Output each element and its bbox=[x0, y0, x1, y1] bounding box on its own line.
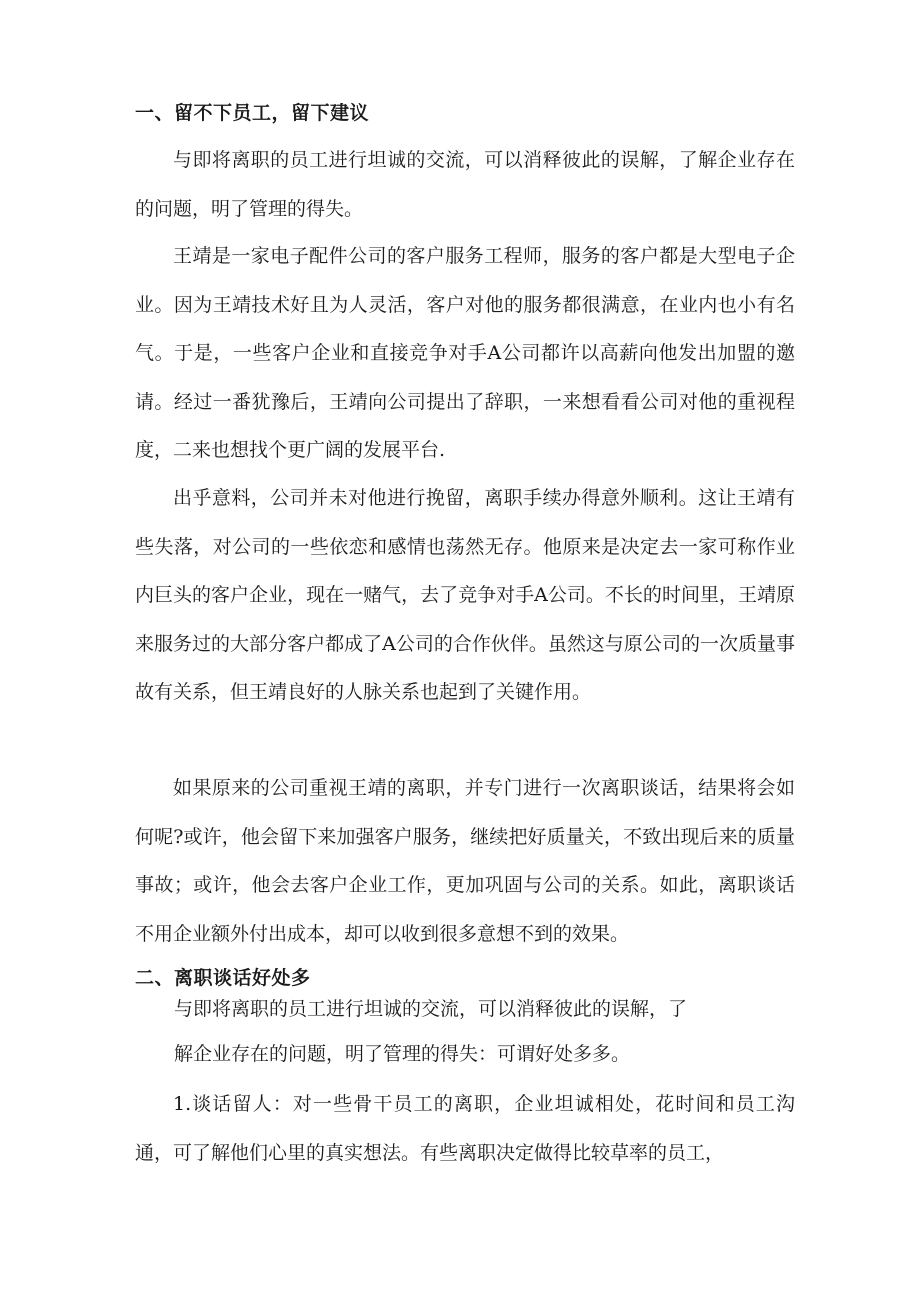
section-1-paragraph-2: 王靖是一家电子配件公司的客户服务工程师，服务的客户都是大型电子企业。因为王靖技术好且为人灵活，客户对他的服务都很满意，在业内也小有名气。于是，一些客户企业和直接竞争对手A公司都许以高薪向他发出加盟的邀请。经过一番犹豫后，王靖向公司提出了辞职，一来想看看公司对他的重视程度，二来也想找个更广阔的发展平台. bbox=[135, 245, 795, 461]
section-1-paragraph-4: 如果原来的公司重视王靖的离职，并专门进行一次离职谈话，结果将会如何呢?或许，他会留下来加强客户服务，继续把好质量关，不致出现后来的质量事故；或许，他会去客户企业工作，更加巩固与公司的关系。如此，离职谈话不用企业额外付出成本，却可以收到很多意想不到的效果。 bbox=[135, 777, 795, 945]
section-2-intro-line-1: 与即将离职的员工进行坦诚的交流，可以消释彼此的误解，了 bbox=[174, 998, 688, 1020]
section-1-paragraph-3: 出乎意料，公司并未对他进行挽留，离职手续办得意外顺利。这让王靖有些失落，对公司的一些依恋和感情也荡然无存。他原来是决定去一家可称作业内巨头的客户企业，现在一赌气，去了竞争对手A公司。不长的时间里，王靖原来服务过的大部分客户都成了A公司的合作伙伴。虽然这与原公司的一次质量事故有关系，但王靖良好的人脉关系也起到了关键作用。 bbox=[135, 487, 795, 703]
section-2-intro-line-2: 解企业存在的问题，明了管理的得失：可谓好处多多。 bbox=[174, 1043, 631, 1065]
section-2-heading: 二、离职谈话好处多 bbox=[135, 967, 311, 989]
section-2-paragraph-1: 1.谈话留人：对一些骨干员工的离职，企业坦诚相处，花时间和员工沟通，可了解他们心里的真实想法。有些离职决定做得比较草率的员工， bbox=[135, 1093, 795, 1164]
section-1-heading: 一、留不下员工，留下建议 bbox=[135, 102, 370, 124]
section-1-paragraph-1: 与即将离职的员工进行坦诚的交流，可以消释彼此的误解，了解企业存在的问题，明了管理的得失。 bbox=[135, 149, 795, 220]
